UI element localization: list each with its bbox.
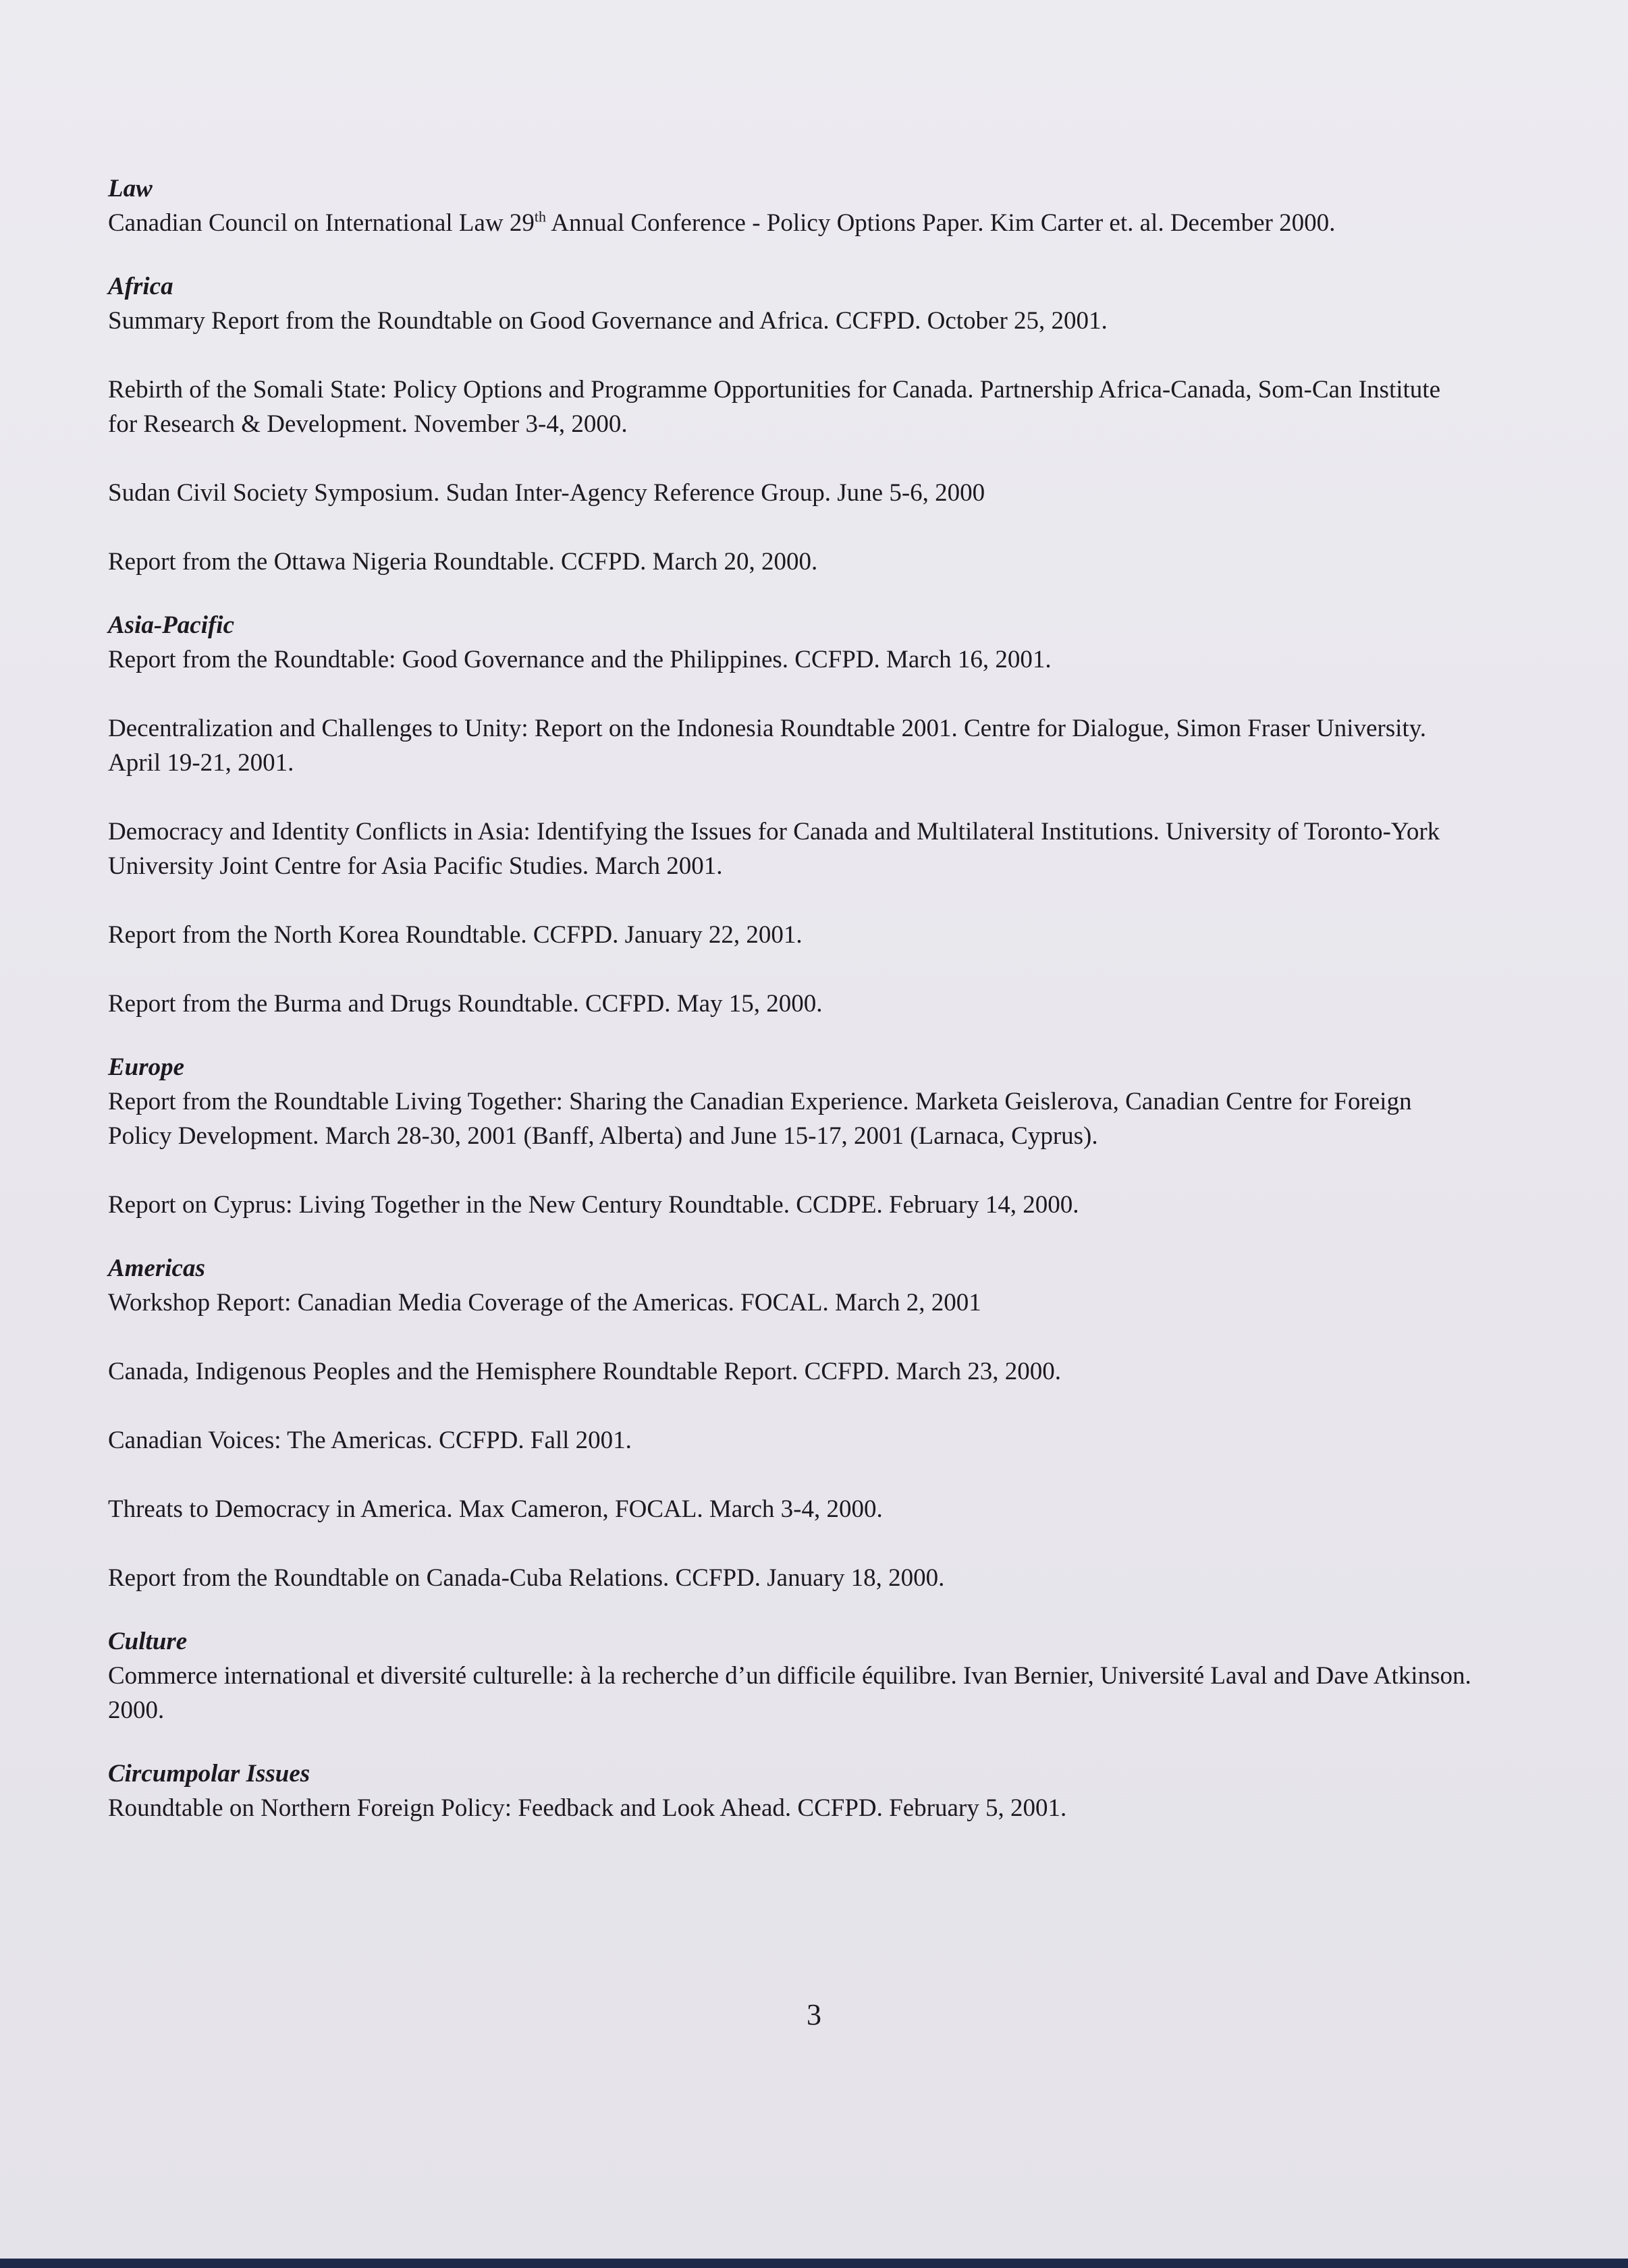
page-number: 3	[807, 1998, 821, 2031]
list-item: Decentralization and Challenges to Unity: Report on the Indonesia Roundtable 2001. Centre for Dialogue, Simon Fraser University. April 19-21, 2001.	[108, 715, 1427, 777]
section-heading: Europe	[108, 1053, 185, 1081]
list-item: Report from the Roundtable on Canada-Cuba Relations. CCFPD. January 18, 2000.	[108, 1564, 945, 1592]
list-item: Report from the Burma and Drugs Roundtable. CCFPD. May 15, 2000.	[108, 990, 823, 1018]
list-item: Commerce international et diversité culturelle: à la recherche d’un difficile équilibre. Ivan Bernier, Université Laval and Dave Atkinson. 2000.	[108, 1662, 1471, 1724]
list-item: Report from the North Korea Roundtable. CCFPD. January 22, 2001.	[108, 921, 803, 949]
section-law	[108, 172, 1471, 240]
section-heading: Law	[108, 175, 153, 202]
section-europe	[108, 1051, 1471, 1222]
scan-bottom-edge	[0, 2259, 1628, 2268]
list-item: Canada, Indigenous Peoples and the Hemisphere Roundtable Report. CCFPD. March 23, 2000.	[108, 1358, 1061, 1385]
list-item: Threats to Democracy in America. Max Cameron, FOCAL. March 3-4, 2000.	[108, 1495, 883, 1523]
section-culture	[108, 1625, 1471, 1727]
section-heading: Circumpolar Issues	[108, 1760, 310, 1788]
list-item	[108, 206, 1471, 240]
list-item: Sudan Civil Society Symposium. Sudan Inter-Agency Reference Group. June 5-6, 2000	[108, 479, 985, 507]
list-item: Rebirth of the Somali State: Policy Options and Programme Opportunities for Canada. Partnership Africa-Canada, Som-Can Institute for Research & Development. November 3-4, 2000.	[108, 376, 1440, 438]
list-item: Report from the Roundtable: Good Governance and the Philippines. CCFPD. March 16, 2001.	[108, 646, 1052, 673]
section-circumpolar-issues	[108, 1757, 1471, 1825]
list-item: Canadian Voices: The Americas. CCFPD. Fall 2001.	[108, 1427, 632, 1454]
list-item: Workshop Report: Canadian Media Coverage of the Americas. FOCAL. March 2, 2001	[108, 1289, 981, 1317]
section-asia-pacific	[108, 609, 1471, 1021]
entry-text-continued: Annual Conference - Policy Options Paper. Kim Carter et. al. December 2000.	[546, 209, 1336, 237]
list-item: Summary Report from the Roundtable on Good Governance and Africa. CCFPD. October 25, 2001.	[108, 307, 1108, 335]
section-americas	[108, 1252, 1471, 1595]
section-heading: Culture	[108, 1628, 188, 1655]
list-item: Roundtable on Northern Foreign Policy: Feedback and Look Ahead. CCFPD. February 5, 2001.	[108, 1794, 1067, 1822]
bibliography-list	[108, 172, 1471, 1855]
list-item: Democracy and Identity Conflicts in Asia: Identifying the Issues for Canada and Multilateral Institutions. University of Toronto-York University Joint Centre for Asia Pacific Studies. March 2001.	[108, 818, 1440, 880]
section-africa	[108, 270, 1471, 579]
ordinal-suffix: th	[534, 208, 547, 225]
section-heading: Americas	[108, 1254, 205, 1282]
section-heading: Asia-Pacific	[108, 611, 235, 639]
list-item: Report from the Roundtable Living Together: Sharing the Canadian Experience. Marketa Geislerova, Canadian Centre for Foreign Policy Development. March 28-30, 2001 (Banff, Alberta) and June 15-17, 2001 (Larnaca, Cyprus).	[108, 1088, 1412, 1150]
list-item: Report from the Ottawa Nigeria Roundtable. CCFPD. March 20, 2000.	[108, 548, 818, 576]
list-item: Report on Cyprus: Living Together in the New Century Roundtable. CCDPE. February 14, 2000.	[108, 1191, 1079, 1219]
entry-text: Canadian Council on International Law 29	[108, 209, 535, 237]
section-heading: Africa	[108, 273, 173, 300]
